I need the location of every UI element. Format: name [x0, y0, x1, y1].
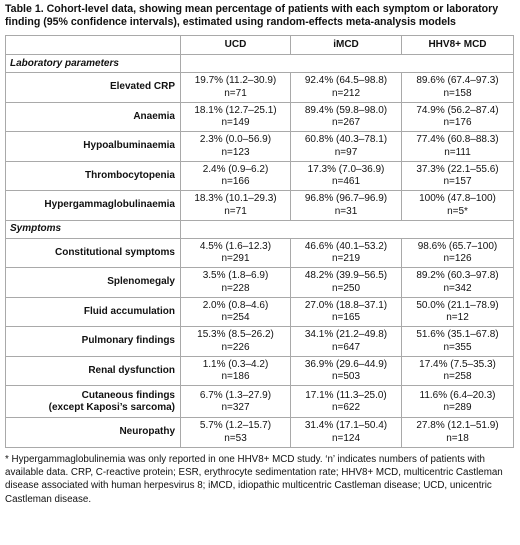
value-cell — [181, 132, 291, 162]
sample-size: n=342 — [443, 282, 472, 294]
value-cell — [181, 191, 291, 221]
value-cell — [291, 327, 402, 357]
sample-size: n=212 — [331, 87, 361, 99]
sample-size: n=53 — [224, 432, 247, 444]
row-label: Splenomegaly — [107, 276, 175, 288]
value-cell — [402, 356, 514, 386]
sample-size: n=158 — [443, 87, 472, 99]
value-cell — [291, 356, 402, 386]
row-label: Hypoalbuminaemia — [83, 140, 175, 152]
value-cell — [291, 102, 402, 132]
sample-size: n=647 — [331, 341, 361, 353]
section-row — [6, 220, 514, 238]
sample-size: n=71 — [224, 87, 247, 99]
percent-ci: 27.0% (18.8–37.1) — [304, 299, 388, 311]
row-label: Constitutional symptoms — [54, 246, 175, 258]
section-title: Symptoms — [6, 220, 181, 238]
document — [5, 3, 513, 506]
sample-size: n=165 — [331, 312, 361, 324]
sample-size: n=157 — [443, 176, 472, 188]
header-cell-imcd: iMCD — [291, 36, 402, 55]
percent-ci: 48.2% (39.9–56.5) — [304, 270, 388, 282]
percent-ci: 5.7% (1.2–15.7) — [199, 420, 272, 432]
percent-ci: 2.4% (0.9–6.2) — [202, 163, 269, 175]
sample-size: n=71 — [224, 205, 247, 217]
table-row — [6, 191, 514, 221]
percent-ci: 100% (47.8–100) — [419, 193, 496, 205]
section-row — [6, 55, 514, 73]
percent-ci: 17.1% (11.3–25.0) — [305, 389, 387, 401]
row-label-cell — [6, 132, 181, 162]
row-label-cell — [6, 327, 181, 357]
sample-size: n=250 — [331, 282, 361, 294]
sample-size: n=124 — [331, 432, 361, 444]
table-row — [6, 102, 514, 132]
percent-ci: 17.4% (7.5–35.3) — [419, 358, 496, 370]
value-cell — [291, 132, 402, 162]
percent-ci: 4.5% (1.6–12.3) — [199, 240, 272, 252]
sample-size: n=327 — [221, 401, 250, 413]
sample-size: n=166 — [221, 176, 250, 188]
table-row — [6, 356, 514, 386]
value-cell — [181, 356, 291, 386]
sample-size: n=622 — [331, 401, 361, 413]
row-label: Renal dysfunction — [88, 364, 175, 376]
value-cell — [402, 297, 514, 327]
section-title: Laboratory parameters — [6, 55, 181, 73]
value-cell — [181, 297, 291, 327]
value-cell — [291, 191, 402, 221]
percent-ci: 31.4% (17.1–50.4) — [304, 420, 388, 432]
value-cell — [181, 102, 291, 132]
sample-size: n=289 — [443, 401, 472, 413]
row-label-cell — [6, 297, 181, 327]
value-cell — [291, 161, 402, 191]
percent-ci: 3.5% (1.8–6.9) — [202, 270, 269, 282]
percent-ci: 18.3% (10.1–29.3) — [194, 193, 277, 205]
percent-ci: 2.3% (0.0–56.9) — [199, 134, 272, 146]
section-spacer-cell — [181, 220, 514, 238]
header-cell-empty — [6, 36, 181, 55]
row-label-cell — [6, 73, 181, 103]
sample-size: n=228 — [221, 282, 250, 294]
value-cell — [291, 418, 402, 448]
value-cell — [402, 191, 514, 221]
value-cell — [402, 418, 514, 448]
value-cell — [181, 161, 291, 191]
value-cell — [291, 386, 402, 418]
percent-ci: 17.3% (7.0–36.9) — [307, 163, 385, 175]
value-cell — [402, 132, 514, 162]
row-label-cell — [6, 161, 181, 191]
table-header — [6, 36, 514, 55]
value-cell — [402, 268, 514, 298]
sample-size: n=97 — [334, 146, 358, 158]
table-row — [6, 327, 514, 357]
table-caption: Table 1. Cohort-level data, showing mean percentage of patients with each symptom or laboratory finding (95% confidence intervals), estimated using random-effects meta-analysis models — [5, 3, 499, 29]
row-label-cell — [6, 386, 181, 418]
percent-ci: 92.4% (64.5–98.8) — [304, 75, 388, 87]
value-cell — [291, 297, 402, 327]
sample-size: n=126 — [443, 253, 472, 265]
value-cell — [181, 73, 291, 103]
row-label-cell — [6, 268, 181, 298]
percent-ci: 11.6% (6.4–20.3) — [419, 389, 496, 401]
percent-ci: 89.4% (59.8–98.0) — [304, 104, 388, 116]
percent-ci: 50.0% (21.1–78.9) — [416, 299, 499, 311]
percent-ci: 34.1% (21.2–49.8) — [304, 329, 388, 341]
value-cell — [402, 73, 514, 103]
table-row — [6, 161, 514, 191]
row-label: Thrombocytopenia — [84, 169, 175, 181]
sample-size: n=258 — [443, 371, 472, 383]
percent-ci: 37.3% (22.1–55.6) — [416, 163, 499, 175]
value-cell — [181, 268, 291, 298]
percent-ci: 1.1% (0.3–4.2) — [202, 358, 269, 370]
percent-ci: 19.7% (11.2–30.9) — [194, 75, 277, 87]
header-cell-hhv8: HHV8+ MCD — [402, 36, 514, 55]
sample-size: n=226 — [221, 341, 250, 353]
header-cell-ucd: UCD — [181, 36, 291, 55]
sample-size: n=123 — [221, 146, 250, 158]
value-cell — [402, 102, 514, 132]
value-cell — [291, 73, 402, 103]
table-row — [6, 73, 514, 103]
row-label: Fluid accumulation — [83, 305, 175, 317]
table-body — [6, 55, 514, 448]
percent-ci: 74.9% (56.2–87.4) — [416, 104, 499, 116]
sample-size: n=291 — [221, 253, 250, 265]
row-label: Neuropathy — [119, 426, 175, 438]
section-spacer-cell — [181, 55, 514, 73]
percent-ci: 89.6% (67.4–97.3) — [416, 75, 499, 87]
sample-size: n=149 — [221, 117, 250, 129]
value-cell — [181, 386, 291, 418]
row-label: Elevated CRP — [109, 81, 175, 93]
percent-ci: 77.4% (60.8–88.3) — [416, 134, 499, 146]
header-row — [6, 36, 514, 55]
row-label-cell — [6, 238, 181, 268]
row-label: Anaemia — [133, 110, 175, 122]
value-cell — [291, 268, 402, 298]
row-label-cell — [6, 191, 181, 221]
table-row — [6, 268, 514, 298]
sample-size: n=111 — [444, 146, 471, 158]
percent-ci: 2.0% (0.8–4.6) — [202, 299, 269, 311]
value-cell — [402, 386, 514, 418]
value-cell — [402, 327, 514, 357]
row-label: Cutaneous findings — [81, 389, 175, 401]
percent-ci: 27.8% (12.1–51.9) — [416, 420, 499, 432]
sample-size: n=18 — [446, 432, 469, 444]
percent-ci: 46.6% (40.1–53.2) — [304, 240, 388, 252]
value-cell — [402, 161, 514, 191]
sample-size: n=267 — [331, 117, 361, 129]
row-label-cell — [6, 418, 181, 448]
table-row — [6, 386, 514, 418]
percent-ci: 15.3% (8.5–26.2) — [197, 329, 274, 341]
value-cell — [402, 238, 514, 268]
row-label: Hypergammaglobulinaemia — [44, 199, 175, 211]
table-row — [6, 132, 514, 162]
footnote: * Hypergammaglobulinemia was only reported in one HHV8+ MCD study. ‘n’ indicates numbers of patients with available data. CRP, C-reactive protein; ESR, erythrocyte sedimentation rate; HHV8+ MCD, multicentric Castleman disease associated with human herpesvirus 8; iMCD, idiopathic multicentric Castleman disease; UCD, unicentric Castleman disease. — [5, 453, 503, 505]
table-row — [6, 418, 514, 448]
value-cell — [181, 238, 291, 268]
percent-ci: 18.1% (12.7–25.1) — [194, 104, 277, 116]
sample-size: n=461 — [331, 176, 361, 188]
sample-size: n=503 — [331, 371, 361, 383]
value-cell — [181, 418, 291, 448]
percent-ci: 98.6% (65.7–100) — [417, 240, 498, 252]
sample-size: n=176 — [443, 117, 472, 129]
sample-size: n=219 — [331, 253, 361, 265]
percent-ci: 89.2% (60.3–97.8) — [416, 270, 499, 282]
sample-size: n=355 — [443, 341, 472, 353]
sample-size: n=12 — [446, 312, 469, 324]
sample-size: n=254 — [221, 312, 250, 324]
value-cell — [181, 327, 291, 357]
value-cell — [291, 238, 402, 268]
table-row — [6, 297, 514, 327]
percent-ci: 51.6% (35.1–67.8) — [416, 329, 499, 341]
sample-size: n=31 — [334, 205, 358, 217]
sample-size: n=5* — [447, 205, 468, 217]
percent-ci: 96.8% (96.7–96.9) — [304, 193, 388, 205]
row-label: Pulmonary findings — [81, 335, 175, 347]
percent-ci: 6.7% (1.3–27.9) — [199, 389, 272, 401]
row-label-sub: (except Kaposi’s sarcoma) — [48, 401, 175, 413]
row-label-cell — [6, 102, 181, 132]
percent-ci: 60.8% (40.3–78.1) — [304, 134, 388, 146]
sample-size: n=186 — [221, 371, 250, 383]
percent-ci: 36.9% (29.6–44.9) — [304, 358, 388, 370]
results-table — [5, 35, 514, 448]
table-row — [6, 238, 514, 268]
row-label-cell — [6, 356, 181, 386]
